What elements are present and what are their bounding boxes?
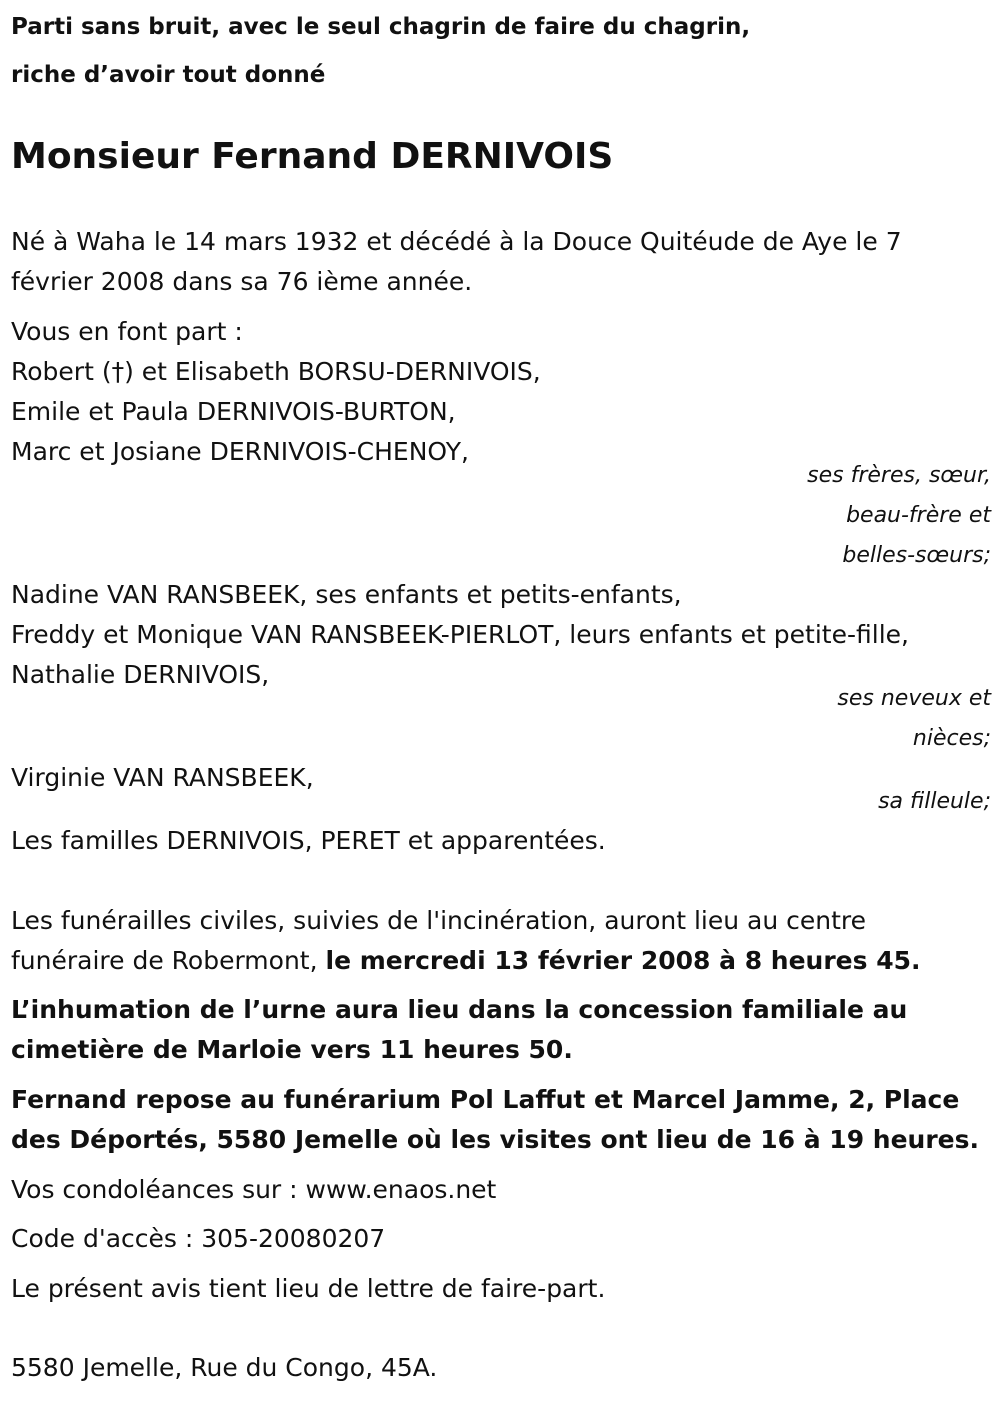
nephew-entry: Nathalie DERNIVOIS,: [11, 660, 270, 689]
announcement-intro: Vous en font part :: [11, 317, 243, 346]
rest-line-1: Fernand repose au funérarium Pol Laffut et Marcel Jamme, 2, Place: [11, 1085, 960, 1114]
access-code-line: Code d'accès : 305-20080207: [11, 1224, 386, 1253]
funeral-line-2: [11, 941, 921, 981]
sibling-entry: Marc et Josiane DERNIVOIS-CHENOY,: [11, 437, 469, 466]
funeral-line-1: Les funérailles civiles, suivies de l'incinération, auront lieu au centre: [11, 906, 867, 935]
epigraph-line-1: Parti sans bruit, avec le seul chagrin de faire du chagrin,: [11, 14, 751, 40]
epigraph-line-2: riche d’avoir tout donné: [11, 62, 326, 88]
goddaughter-role: sa filleule;: [878, 789, 991, 814]
burial-line-1: L’inhumation de l’urne aura lieu dans la concession familiale au: [11, 995, 908, 1024]
nephew-entry: Freddy et Monique VAN RANSBEEK-PIERLOT, leurs enfants et petite-fille,: [11, 620, 909, 649]
nephew-entry: Nadine VAN RANSBEEK, ses enfants et petits-enfants,: [11, 580, 682, 609]
birth-line-2: février 2008 dans sa 76 ième année.: [11, 267, 473, 296]
siblings-role-line: ses frères, sœur,: [807, 463, 991, 488]
funeral-place: funéraire de Robermont,: [11, 946, 318, 975]
nephews-role-line: nièces;: [912, 726, 991, 751]
siblings-role-line: beau-frère et: [846, 503, 991, 528]
siblings-role-line: belles-sœurs;: [842, 543, 991, 568]
nephews-role-line: ses neveux et: [837, 686, 991, 711]
sibling-entry: Robert (†) et Elisabeth BORSU-DERNIVOIS,: [11, 357, 541, 386]
burial-line-2: cimetière de Marloie vers 11 heures 50.: [11, 1035, 573, 1064]
notice-line: Le présent avis tient lieu de lettre de faire-part.: [11, 1274, 606, 1303]
page-title: Monsieur Fernand DERNIVOIS: [11, 136, 614, 177]
address-line: 5580 Jemelle, Rue du Congo, 45A.: [11, 1353, 438, 1382]
funeral-date: le mercredi 13 février 2008 à 8 heures 45.: [325, 946, 921, 975]
condolences-line: Vos condoléances sur : www.enaos.net: [11, 1175, 497, 1204]
goddaughter-entry: Virginie VAN RANSBEEK,: [11, 763, 314, 792]
obituary-notice: [11, 0, 991, 1404]
birth-line-1: Né à Waha le 14 mars 1932 et décédé à la Douce Quitéude de Aye le 7: [11, 227, 902, 256]
families-line: Les familles DERNIVOIS, PERET et apparentées.: [11, 826, 606, 855]
rest-line-2: des Déportés, 5580 Jemelle où les visites ont lieu de 16 à 19 heures.: [11, 1125, 980, 1154]
sibling-entry: Emile et Paula DERNIVOIS-BURTON,: [11, 397, 456, 426]
